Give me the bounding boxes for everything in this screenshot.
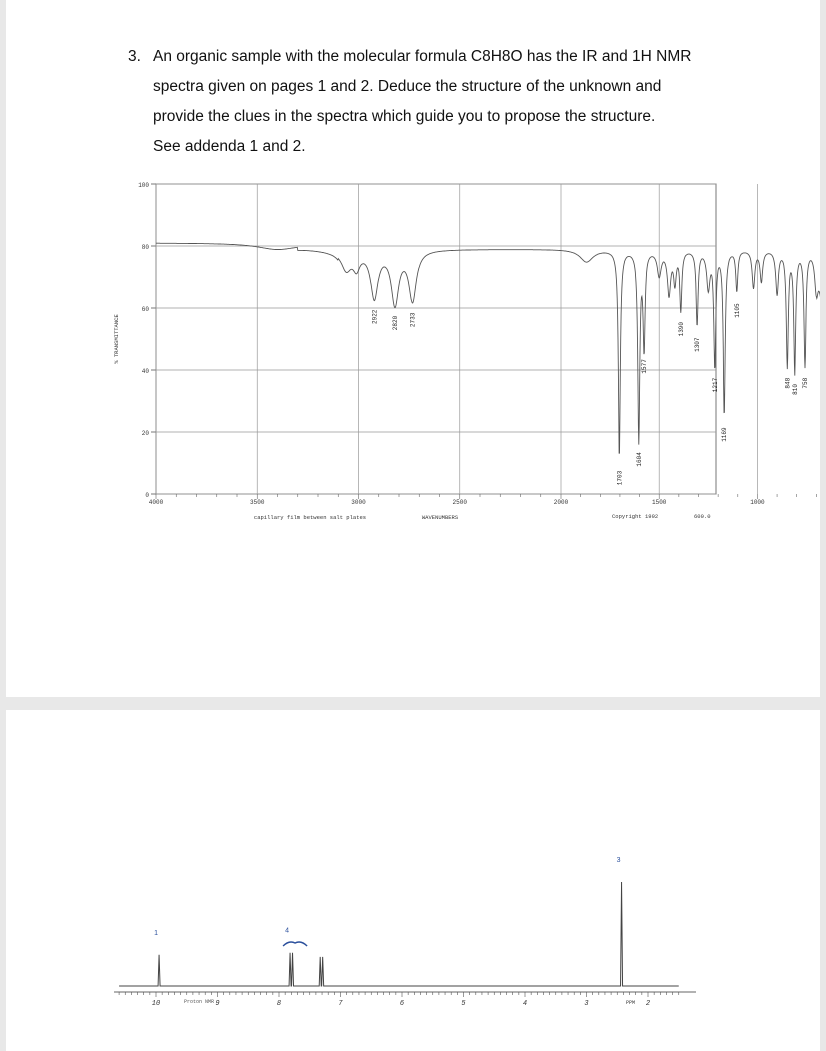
ir-peak-label: 1105	[733, 303, 741, 318]
nmr-x-tick-label: 5	[461, 1000, 466, 1008]
ir-x-axis-label: WAVENUMBERS	[421, 514, 459, 521]
nmr-x-tick-label: 6	[399, 1000, 405, 1008]
question-number: 3.	[128, 48, 141, 65]
ir-x-tick-label: 2500	[452, 499, 467, 506]
question-line-4: See addenda 1 and 2.	[153, 138, 306, 155]
nmr-peak-label: 3	[616, 857, 621, 864]
ir-peak-label: 848	[784, 377, 792, 389]
ir-peak-label: 758	[801, 377, 809, 389]
ir-y-tick-label: 80	[141, 244, 149, 251]
ir-spectrum-trace	[156, 243, 820, 453]
question-line-3: provide the clues in the spectra which guide you to propose the structure.	[153, 108, 656, 125]
ir-x-tick-label: 4000	[148, 499, 164, 506]
ir-y-tick-label: 20	[141, 430, 149, 437]
nmr-multiplet-brace	[283, 942, 307, 946]
ir-axis-labels	[113, 182, 765, 521]
page-2	[6, 710, 820, 1051]
question-line-2: spectra given on pages 1 and 2. Deduce the structure of the unknown and	[153, 78, 662, 95]
ir-spectrum	[6, 0, 820, 697]
nmr-footer-label: Proton NMR	[184, 999, 215, 1005]
nmr-x-tick-label: 8	[276, 1000, 282, 1008]
ir-peak-label: 1390	[677, 322, 685, 337]
ir-peak-label: 1169	[721, 427, 729, 442]
ir-peak-label: 1703	[616, 470, 624, 486]
ir-y-tick-label: 60	[141, 306, 149, 313]
nmr-peak-labels	[154, 857, 620, 946]
ir-peak-label: 1307	[694, 337, 702, 352]
nmr-x-tick-label: 4	[522, 1000, 528, 1008]
nmr-units-label: PPM	[626, 1000, 636, 1006]
nmr-x-tick-label: 10	[151, 1000, 161, 1008]
ir-x-tick-label: 3000	[351, 499, 366, 506]
ir-y-axis-label: % TRANSMITTANCE	[113, 314, 120, 364]
nmr-spectrum-trace	[119, 882, 679, 986]
ir-peak-label: 810	[791, 384, 799, 395]
nmr-axis	[114, 992, 696, 1008]
ir-peak-label: 1217	[711, 377, 719, 393]
ir-corner-value: 600.0	[694, 513, 711, 520]
ir-y-tick-label: 0	[145, 492, 149, 499]
ir-peak-label: 2922	[371, 309, 379, 325]
nmr-x-tick-label: 9	[215, 1000, 220, 1008]
nmr-peak-label: 4	[285, 927, 290, 935]
ir-peak-label: 1604	[635, 452, 643, 467]
ir-x-tick-label: 1000	[750, 499, 765, 506]
ir-peak-label: 2820	[391, 315, 399, 331]
nmr-x-tick-label: 7	[338, 1000, 343, 1008]
ir-x-tick-label: 2000	[553, 499, 569, 506]
ir-peak-label: 2733	[409, 312, 417, 328]
ir-peak-label: 1577	[641, 359, 649, 374]
ir-peak-labels	[371, 303, 809, 485]
ir-x-tick-label: 3500	[250, 499, 265, 506]
page-1	[6, 0, 820, 697]
ir-footer-note: capillary film between salt plates	[253, 514, 367, 521]
ir-y-tick-label: 40	[141, 368, 149, 375]
ir-frame	[156, 184, 716, 494]
nmr-x-tick-label: 3	[584, 1000, 589, 1008]
ir-x-tick-label: 1500	[652, 499, 667, 506]
nmr-x-tick-label: 2	[645, 1000, 651, 1008]
ir-y-tick-label: 100	[138, 182, 149, 189]
nmr-spectrum	[6, 710, 820, 1051]
nmr-peak-label: 1	[154, 929, 159, 937]
ir-copyright: Copyright 1992	[612, 513, 659, 520]
ir-grid	[151, 184, 820, 499]
question-line-1: An organic sample with the molecular formula C8H8O has the IR and 1H NMR	[153, 48, 692, 65]
